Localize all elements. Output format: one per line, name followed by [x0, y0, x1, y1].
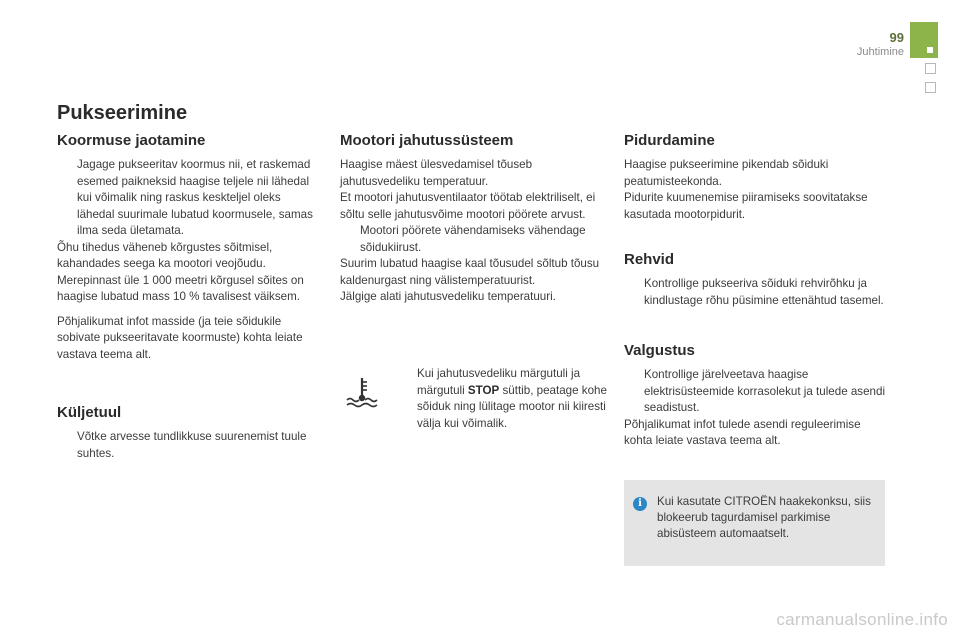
- right-column-tyres: [624, 250, 886, 309]
- right-column-brakes: [624, 131, 886, 223]
- paragraph: Põhjalikumat infot tulede asendi reguleerimise kohta leiate vastava teema alt.: [624, 417, 861, 447]
- page-title: Pukseerimine: [57, 102, 188, 124]
- coolant-temperature-icon: [344, 374, 380, 410]
- list-item: [57, 429, 319, 462]
- info-box: [624, 480, 885, 566]
- paragraph: Et mootori jahutusventilaator töötab elektriliselt, ei sõltu selle jahutusvõime mootori pöörete arvust.: [340, 191, 596, 221]
- left-column: [57, 131, 319, 363]
- stop-label: STOP: [467, 383, 500, 397]
- bullet-text: Kontrollige järelveetava haagise elektrisüsteemide korrasolekut ja tulede asendi seadistust.: [644, 368, 886, 414]
- chapter-tab-empty[interactable]: [925, 82, 936, 93]
- watermark: carmanualsonline.info: [776, 610, 948, 629]
- section-heading-cooling: Mootori jahutussüsteem: [340, 132, 514, 149]
- section-heading-load: Koormuse jaotamine: [57, 132, 206, 149]
- section-heading-tyres: Rehvid: [624, 251, 675, 268]
- page-number: 99: [889, 30, 904, 45]
- paragraph: Haagise mäest ülesvedamisel tõuseb jahutusvedeliku temperatuur.: [340, 158, 533, 188]
- section-label: Juhtimine: [856, 46, 904, 58]
- paragraph: Õhu tihedus väheneb kõrgustes sõitmisel, kahandades seega ka mootori veojõudu. Merepinnast üle 1 000 meetri kõrgusel sõites on haagise lubatud mass 10 % tavalisest väiksem.: [57, 240, 304, 303]
- paragraph: Pidurite kuumenemise piiramiseks soovitatakse kasutada mootorpidurit.: [624, 191, 868, 221]
- paragraph: Jälgige alati jahutusvedeliku temperatuuri.: [340, 290, 556, 303]
- list-item: [624, 276, 886, 309]
- info-text: Kui kasutate CITROËN haakekonksu, siis blokeerub tagurdamisel parkimise abisüsteem automaatselt.: [657, 495, 871, 540]
- section-heading-wind: Küljetuul: [57, 404, 122, 421]
- info-icon: i: [633, 497, 647, 511]
- section-heading-lights: Valgustus: [624, 342, 695, 359]
- bullet-text: Jagage pukseeritav koormus nii, et raskemad esemed paikneksid haagise teljele nii lähedal kui võimalik ning raskus keskteljel oleks lähedal suurimale lubatud koormusele, samas ilma seda ületamata.: [77, 158, 313, 237]
- list-item: [340, 223, 605, 256]
- bullet-text: Võtke arvesse tundlikkuse suurenemist tuule suhtes.: [77, 430, 307, 460]
- bullet-text: Kontrollige pukseeriva sõiduki rehvirõhku ja kindlustage rõhu püsimine ettenähtud tasemel.: [644, 277, 884, 307]
- paragraph: Põhjalikumat infot masside (ja teie sõidukile sobivate pukseeritavate koormuste) kohta leiate vastava teema alt.: [57, 314, 303, 361]
- bullet-text: Mootori pöörete vähendamiseks vähendage sõidukiirust.: [360, 224, 586, 254]
- section-heading-brakes: Pidurdamine: [624, 132, 715, 149]
- paragraph: Haagise pukseerimine pikendab sõiduki peatumisteekonda.: [624, 158, 829, 188]
- right-column-lights: [624, 341, 886, 450]
- paragraph: Suurim lubatud haagise kaal tõusudel sõltub tõusu kaldenurgast ning välistemperatuurist.: [340, 257, 600, 287]
- chapter-tab[interactable]: [910, 22, 938, 58]
- list-item: [57, 157, 319, 240]
- list-item: [624, 367, 886, 417]
- tab-marker-icon: [927, 47, 933, 53]
- middle-column: [340, 131, 605, 306]
- warning-text: Kui jahutusvedeliku märgutuli ja märgutuli STOP süttib, peatage kohe sõiduk ning lülitage mootor nii kiiresti välja kui võimalik.: [417, 367, 607, 430]
- chapter-tab-empty[interactable]: [925, 63, 936, 74]
- wind-section: [57, 403, 319, 462]
